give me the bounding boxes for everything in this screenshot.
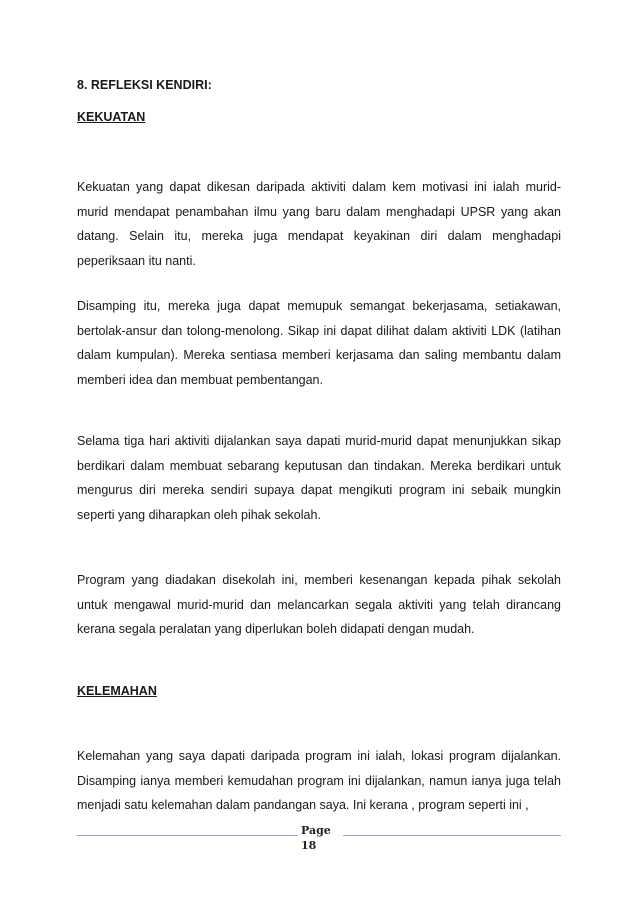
weaknesses-paragraph-1: Kelemahan yang saya dapati daripada program ini ialah, lokasi program dijalankan. Disamping ianya memberi kemudahan program ini dijalankan, namun ianya juga telah menjadi satu kelemahan dalam pandangan saya. Ini kerana , program seperti ini , xyxy=(77,749,561,812)
strengths-heading: KEKUATAN xyxy=(77,110,146,124)
strengths-paragraph-4: Program yang diadakan disekolah ini, memberi kesenangan kepada pihak sekolah untuk mengawal murid-murid dan melancarkan segala aktiviti yang telah dirancang kerana segala peralatan yang diperlukan boleh didapati dengan mudah. xyxy=(77,573,561,636)
footer-divider-right xyxy=(343,835,561,836)
weaknesses-heading: KELEMAHAN xyxy=(77,684,157,698)
footer-divider-left xyxy=(77,835,298,836)
strengths-paragraph-1: Kekuatan yang dapat dikesan daripada aktiviti dalam kem motivasi ini ialah murid-murid mendapat penambahan ilmu yang baru dalam menghadapi UPSR yang akan datang. Selain itu, mereka juga mendapat keyakinan diri dalam menghadapi peperiksaan itu nanti. xyxy=(77,180,561,268)
page-label: Page xyxy=(301,824,331,837)
page-number: 18 xyxy=(301,839,317,852)
section-heading: 8. REFLEKSI KENDIRI: xyxy=(77,78,212,92)
strengths-paragraph-2: Disamping itu, mereka juga dapat memupuk semangat bekerjasama, setiakawan, bertolak-ansur dan tolong-menolong. Sikap ini dapat dilihat dalam aktiviti LDK (latihan dalam kumpulan). Mereka sentiasa memberi kerjasama dan saling membantu dalam memberi idea dan membuat pembentangan. xyxy=(77,299,561,387)
strengths-paragraph-3: Selama tiga hari aktiviti dijalankan saya dapati murid-murid dapat menunjukkan sikap berdikari dalam membuat sebarang keputusan dan tindakan. Mereka berdikari untuk mengurus diri mereka sendiri supaya dapat mengikuti program ini sebaik mungkin seperti yang diharapkan oleh pihak sekolah. xyxy=(77,434,561,522)
page-footer xyxy=(301,823,331,853)
